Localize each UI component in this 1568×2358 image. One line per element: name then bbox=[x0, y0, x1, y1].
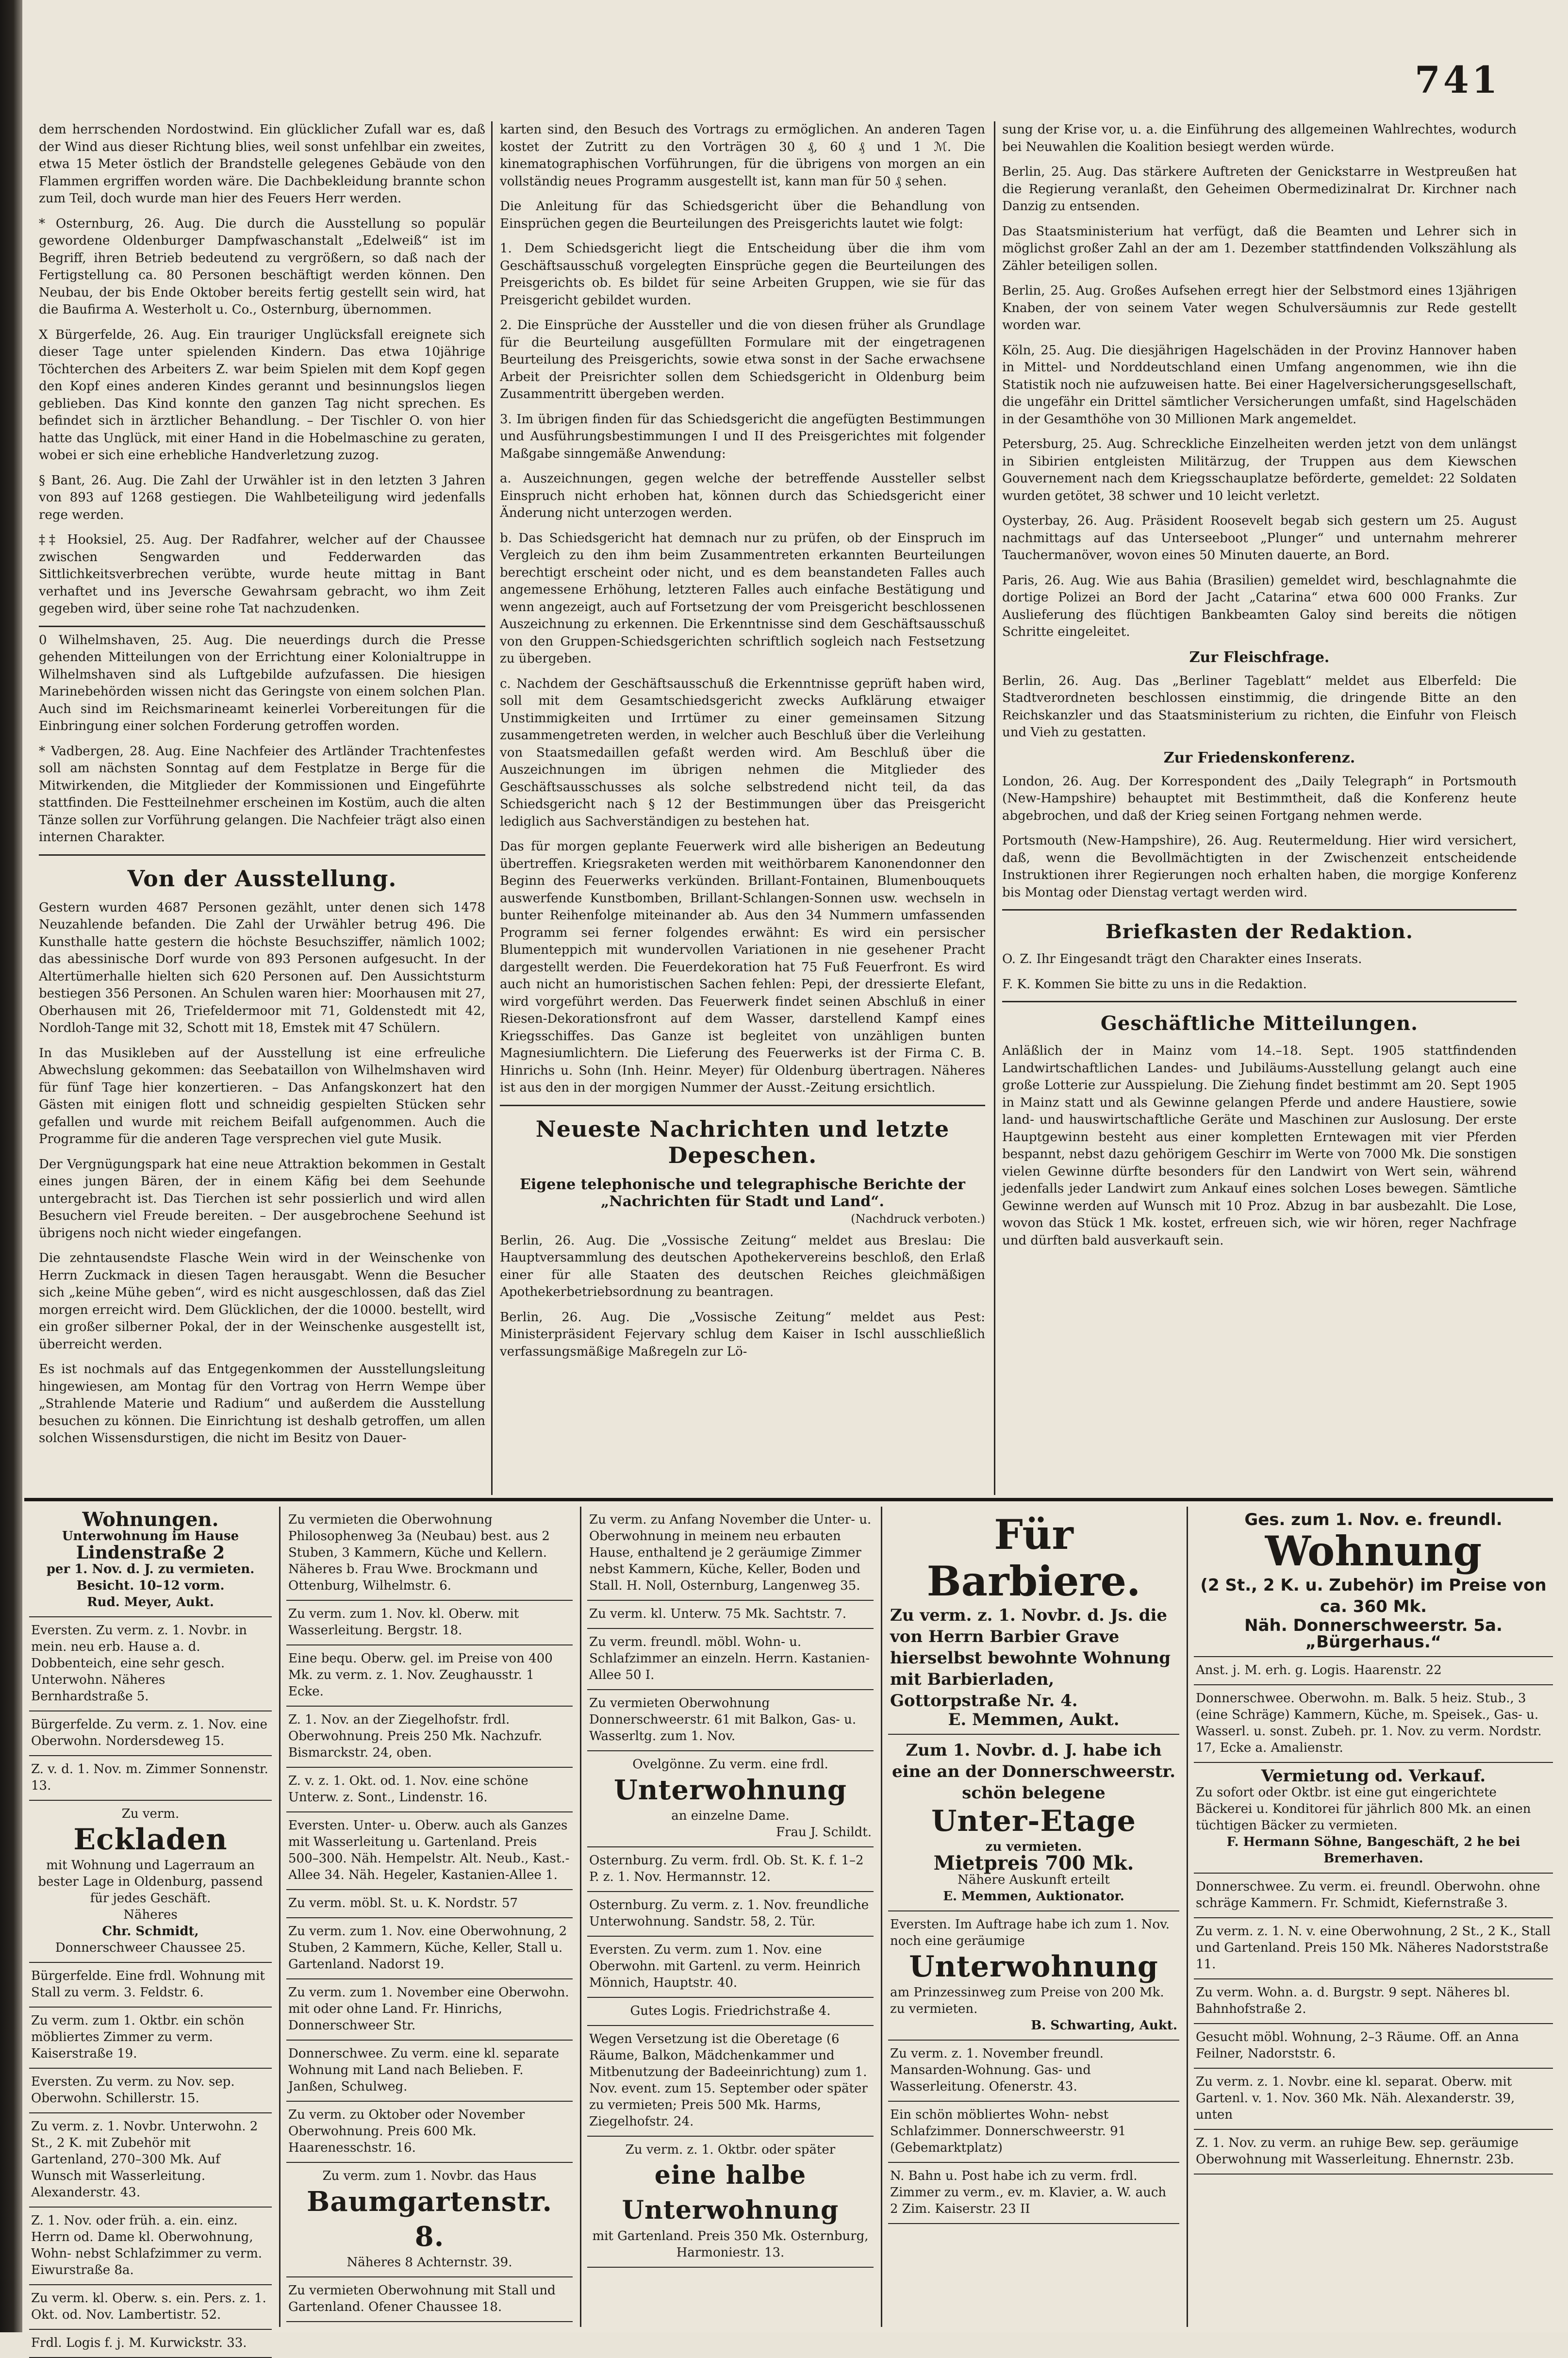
classified-ads bbox=[29, 1507, 1553, 2350]
article-paragraph: ‡‡ Hooksiel, 25. Aug. Der Radfahrer, welcher auf der Chaussee zwischen Sengwarden und Fedderwarden das Sittlichkeitsverbrechen verübte, wurde heute mittag in Bant verhaftet und ins Jeversche Gewahrsam gebracht, wo ihm Zeit gegeben wird, über seine rohe Tat nachzudenken. bbox=[39, 532, 485, 616]
ad-line: Z. 1. Nov. zu verm. an ruhige Bew. sep. geräumige Oberwohnung mit Wasserleitung. Ehnernstr. 23b. bbox=[1196, 2136, 1518, 2167]
classified-ad bbox=[888, 1507, 1179, 1735]
ad-line: E. Memmen, Aukt. bbox=[948, 1710, 1120, 1729]
classified-ad bbox=[888, 1735, 1179, 1911]
ad-line: Donnerschwee. Zu verm. eine kl. separate Wohnung mit Land nach Belieben. F. Janßen, Schulweg. bbox=[288, 2046, 560, 2094]
ad-line: Zu verm. z. 1. Novbr. Unterwohn. 2 St., 2 K. mit Zubehör mit Gartenland, 270–300 Mk. Auf Wunsch mit Wasserleitung. Alexanderstr. 43. bbox=[31, 2119, 258, 2200]
ad-column-2 bbox=[286, 1507, 573, 2327]
article-paragraph: Portsmouth (New-Hampshire), 26. Aug. Reutermeldung. Hier wird versichert, daß, wenn die Bevollmächtigten in der Zwischenzeit entscheidende Instruktionen ihrer Regierungen noch erhalten haben, die morgige Konferenz bis Montag oder Dienstag vertagt werden wird. bbox=[1002, 833, 1517, 900]
section-subtitle: Eigene telephonische und telegraphische Berichte der „Nachrichten für Stadt und Land“. bbox=[520, 1176, 965, 1210]
article-paragraph: O. Z. Ihr Eingesandt trägt den Charakter eines Inserats. bbox=[1002, 952, 1362, 966]
ad-line: Donnerschwee. Zu verm. ei. freundl. Oberwohn. ohne schräge Kammern. Fr. Schmidt, Kiefernstraße 3. bbox=[1196, 1879, 1540, 1910]
article-paragraph: karten sind, den Besuch des Vortrags zu ermöglichen. An anderen Tagen kostet der Zutritt zu den Vorträgen 30 ₰, 60 ₰ und 1 ℳ. Die kinematographischen Vorführungen, für die übrigens von morgen an ein vollständig neues Programm ausgestellt ist, kann man für 50 ₰ sehen. bbox=[500, 122, 985, 189]
ad-column-3 bbox=[587, 1507, 874, 2327]
ad-line: Mietpreis 700 Mk. bbox=[933, 1852, 1134, 1875]
ad-line: Bürgerfelde. Eine frdl. Wohnung mit Stall zu verm. 3. Feldstr. 6. bbox=[31, 1969, 265, 2000]
article-paragraph: a. Auszeichnungen, gegen welche der betreffende Aussteller selbst Einspruch nicht erhoben hat, können durch das Schiedsgericht einer Änderung nicht unterzogen werden. bbox=[500, 471, 985, 520]
ad-line: Näh. Donnerschweerstr. 5a. bbox=[1244, 1616, 1502, 1635]
ad-line: Zu verm. zum 1. November eine Oberwohn. mit oder ohne Land. Fr. Hinrichs, Donnerschweer Str. bbox=[288, 1985, 569, 2033]
ad-line: Zu verm. zu Oktober oder November Oberwohnung. Preis 600 Mk. Haarenesschstr. 16. bbox=[288, 2108, 525, 2155]
classified-ad bbox=[1194, 1979, 1553, 2024]
ad-line: Zu verm. bbox=[121, 1807, 180, 1821]
ad-line: Eversten. Unter- u. Oberw. auch als Ganzes mit Wasserleitung u. Gartenland. Preis 500–300. Näh. Hempelstr. Alt. Neub., Kast.-Allee 34. Näh. Hegeler, Kastanien-Allee 1. bbox=[288, 1818, 570, 1882]
article-paragraph: 0 Wilhelmshaven, 25. Aug. Die neuerdings durch die Presse gehenden Mitteilungen von der Errichtung einer Kolonialtruppe in Wilhelmshaven sind als Luftgebilde aufzufassen. Die hiesigen Marinebehörden wissen nicht das Geringste von einem solchen Plan. Auch sind im Reichsmarineamt keinerlei Vorbereitungen für die Einbringung einer solchen Forderung getroffen worden. bbox=[39, 632, 485, 733]
ad-line: Zu verm. z. 1. Oktbr. oder später bbox=[625, 2142, 836, 2157]
section-rule bbox=[39, 626, 485, 627]
classified-ad bbox=[286, 1507, 573, 1601]
classified-ad bbox=[587, 2026, 874, 2137]
article-paragraph: Berlin, 25. Aug. Das stärkere Auftreten der Genickstarre in Westpreußen hat die Regierung veranlaßt, den Geheimen Obermedizinalrat Dr. Kirchner nach Danzig zu entsenden. bbox=[1002, 165, 1517, 214]
ad-line: Eversten. Zu verm. zu Nov. sep. Oberwohn. Schillerstr. 15. bbox=[31, 2075, 235, 2106]
reprint-note: (Nachdruck verboten.) bbox=[851, 1212, 985, 1226]
article-paragraph: Berlin, 26. Aug. Die „Vossische Zeitung“ meldet aus Breslau: Die Hauptversammlung des deutschen Apothekervereins beschloß, den Erlaß einer für alle Staaten des deutschen Reiches gleichmäßigen Apothekerbetriebsordnung zu beantragen. bbox=[500, 1233, 985, 1299]
article-paragraph: 3. Im übrigen finden für das Schiedsgericht die angefügten Bestimmungen und Ausführungsbestimmungen I und II des Preisgerichtes mit folgender Maßgabe sinngemäße Anwendung: bbox=[500, 412, 985, 461]
ad-line: zu vermieten. bbox=[985, 1840, 1082, 1854]
ad-line: Osternburg. Zu verm. frdl. Ob. St. K. f. 1–2 P. z. 1. Nov. Hermannstr. 12. bbox=[589, 1853, 864, 1884]
article-paragraph: 1. Dem Schiedsgericht liegt die Entscheidung über die ihm vom Geschäftsausschuß vorgelegten Einsprüche gegen die Beurteilungen des Preisgerichts ob. Es bildet für seine Arbeiten Gruppen, wie sie für das Preisgericht gebildet wurden. bbox=[500, 241, 985, 308]
ad-line: Frau J. Schildt. bbox=[776, 1825, 872, 1840]
classified-ad bbox=[29, 1801, 272, 1963]
ad-line: Zu sofort oder Oktbr. ist eine gut eingerichtete Bäckerei u. Konditorei für jährlich 800 Mk. an einen tüchtigen Bäcker zu vermieten. bbox=[1196, 1785, 1531, 1833]
ad-title: Vermietung od. Verkauf. bbox=[1261, 1766, 1486, 1786]
ad-line: Unterwohnung im Hause bbox=[62, 1529, 239, 1544]
ad-line: Z. 1. Nov. oder früh. a. ein. einz. Herrn od. Dame kl. Oberwohnung, Wohn- nebst Schlafzimmer zu verm. Eiwurstraße 8a. bbox=[31, 2213, 263, 2277]
page-number: 741 bbox=[1415, 58, 1501, 101]
classified-ad bbox=[29, 2113, 272, 2208]
ad-column-5 bbox=[1194, 1507, 1553, 2327]
article-paragraph: Der Vergnügungspark hat eine neue Attraktion bekommen in Gestalt eines jungen Bären, der in einem Käfig bei dem Seehunde untergebracht ist. Das Tierchen ist sehr possierlich und wird allen Besuchern viel Freude bereiten. – Der ausgebrochene Seehund ist übrigens noch nicht wieder eingefangen. bbox=[39, 1157, 485, 1241]
ad-line: Ein schön möbliertes Wohn- nebst Schlafzimmer. Donnerschweerstr. 91 (Gebemarktplatz) bbox=[890, 2108, 1126, 2155]
classified-ad bbox=[888, 2102, 1179, 2163]
section-rule bbox=[39, 854, 485, 856]
article-paragraph: dem herrschenden Nordostwind. Ein glücklicher Zufall war es, daß der Wind aus dieser Richtung blies, weil sonst unfehlbar ein zweites, etwa 15 Meter östlich der Brandstelle gelegenes Gebäude von den Flammen ergriffen worden wäre. Die Dachbekleidung brannte schon zum Teil, doch wurde man hier des Feuers Herr werden. bbox=[39, 122, 485, 206]
section-title-latest-news: Neueste Nachrichten und letzte Depeschen. bbox=[535, 1115, 950, 1168]
ad-title: Unterwohnung bbox=[613, 1774, 847, 1806]
ad-line: Eversten. Im Auftrage habe ich zum 1. Nov. noch eine geräumige bbox=[890, 1917, 1170, 1948]
ad-title: Unterwohnung bbox=[909, 1950, 1158, 1984]
article-paragraph: Paris, 26. Aug. Wie aus Bahia (Brasilien) gemeldet wird, beschlagnahmte die dortige Polizei an Bord der Jacht „Catarina“ etwa 600 000 Franks. Zur Auslieferung des flüchtigen Bankbeamten Galoy sind bereits die nötigen Schritte eingeleitet. bbox=[1002, 573, 1517, 639]
ad-line: Donnerschwee. Oberwohn. m. Balk. 5 heiz. Stub., 3 (eine Schräge) Kammern, Küche, m. Speisek., Gas- u. Wasserl. u. sonst. Zubeh. pr. 1. Nov. zu verm. Nordstr. 17, Ecke a. Amalienstr. bbox=[1196, 1691, 1542, 1755]
classified-ad bbox=[1194, 1763, 1553, 1874]
classified-ad bbox=[29, 2285, 272, 2330]
article-paragraph: Die zehntausendste Flasche Wein wird in der Weinschenke von Herrn Zuckmack in diesen Tagen herausgabt. Wenn die Besucher sich „keine Mühe geben“, wird es nicht ausgeschlossen, daß das Ziel morgen erreicht wird. Dem Glücklichen, der die 10000. bestellt, wird ein großer silberner Pokal, der in der Weinschenke ausgestellt ist, überreicht werden. bbox=[39, 1251, 485, 1352]
ad-line: Näheres bbox=[123, 1908, 178, 1922]
classified-ad bbox=[29, 1711, 272, 1756]
article-area bbox=[39, 121, 1524, 1495]
classified-ad bbox=[29, 2008, 272, 2069]
column-2 bbox=[500, 121, 985, 1495]
classified-ad bbox=[29, 2069, 272, 2113]
ad-line: F. Hermann Söhne, Bangeschäft, 2 he bei Bremerhaven. bbox=[1226, 1835, 1520, 1866]
classified-ad bbox=[587, 1690, 874, 1751]
section-title-peace-conference: Zur Friedenskonferenz. bbox=[1163, 749, 1355, 766]
article-paragraph: * Osternburg, 26. Aug. Die durch die Ausstellung so populär gewordene Oldenburger Dampfwaschanstalt „Edelweiß“ ist im Begriff, ihren Betrieb bedeutend zu vergrößern, so daß nach der Fertigstellung ca. 80 Personen beschäftigt werden können. Den Neubau, der bis Ende Oktober bereits fertig gestellt sein wird, hat die Baufirma A. Westerholt u. Co., Osternburg, übernommen. bbox=[39, 216, 485, 317]
classified-ad bbox=[29, 1756, 272, 1801]
ad-title: Wohnung bbox=[1265, 1527, 1482, 1575]
ad-line: Zu verm. z. 1. N. v. eine Oberwohnung, 2 St., 2 K., Stall und Gartenland. Preis 150 Mk. Näheres Nadorststraße 11. bbox=[1196, 1924, 1551, 1972]
classified-ad bbox=[29, 1507, 272, 1617]
classified-ad bbox=[587, 1847, 874, 1892]
article-paragraph: Gestern wurden 4687 Personen gezählt, unter denen sich 1478 Neuzahlende befanden. Die Zahl der Urwähler betrug 496. Die Kunsthalle hatte gestern die höchste Besuchsziffer, nämlich 1002; das abessinische Dorf wurde von 893 Personen aufgesucht. In der Altertümerhalle hielten sich 620 Personen auf. Den Aussichtsturm bestiegen 356 Personen. An Schulen waren hier: Moorhausen mit 27, Oberhausen mit 26, Triefeldermoor mit 71, Goldenstedt mit 42, Nordloh-Tange mit 32, Schott mit 18, Emstek mit 47 Schülern. bbox=[39, 900, 485, 1035]
ad-line: an einzelne Dame. bbox=[671, 1809, 790, 1823]
column-1 bbox=[39, 121, 485, 1495]
ad-line: per 1. Nov. d. J. zu vermieten. bbox=[46, 1562, 255, 1577]
ad-title: Baumgartenstr. 8. bbox=[307, 2186, 552, 2253]
ad-line: Z. v. z. 1. Okt. od. 1. Nov. eine schöne Unterw. z. Sont., Lindenstr. 16. bbox=[288, 1774, 528, 1805]
article-paragraph: X Bürgerfelde, 26. Aug. Ein trauriger Unglücksfall ereignete sich dieser Tage unter spielenden Kindern. Das etwa 10jährige Töchterchen des Arbeiters Z. war beim Spielen mit dem Kopf gegen den Kopf eines anderen Kindes gerannt und besinnungslos liegen geblieben. Das Kind konnte den ganzen Tag nicht sprechen. Es befindet sich in ärztlicher Behandlung. – Der Tischler O. von hier hatte das Unglück, mit einer Hand in die Hobelmaschine zu geraten, wobei er sich eine erhebliche Handverletzung zuzog. bbox=[39, 327, 485, 463]
ad-line: Zu vermieten Oberwohnung Donnerschweerstr. 61 mit Balkon, Gas- u. Wasserltg. zum 1. Nov. bbox=[589, 1696, 857, 1744]
classified-ad bbox=[286, 1645, 573, 1707]
classified-ad bbox=[888, 2163, 1179, 2224]
ad-line: Näheres 8 Achternstr. 39. bbox=[347, 2255, 512, 2270]
classified-ad bbox=[286, 1979, 573, 2041]
ad-title: Eckladen bbox=[73, 1823, 228, 1857]
ad-title: Für Barbiere. bbox=[926, 1511, 1141, 1605]
classified-ad bbox=[587, 1629, 874, 1690]
article-paragraph: Das Staatsministerium hat verfügt, daß die Beamten und Lehrer sich in möglichst großer Zahl an der am 1. Dezember stattfindenden Volkszählung als Zähler beteiligen sollen. bbox=[1002, 224, 1517, 273]
classified-ad bbox=[286, 2163, 573, 2277]
classified-ad bbox=[286, 1601, 573, 1645]
article-paragraph: Es ist nochmals auf das Entgegenkommen der Ausstellungsleitung hingewiesen, am Montag für den Vortrag von Herrn Wempe über „Strahlende Materie und Radium“ und außerdem die Ausstellung besuchen zu können. Die Einrichtung ist deshalb getroffen, um allen solchen Wissensdurstigen, die nicht im Besitz von Dauer- bbox=[39, 1362, 485, 1445]
classified-ad bbox=[1194, 2069, 1553, 2130]
ad-line: Gesucht möbl. Wohnung, 2–3 Räume. Off. an Anna Feilner, Nadorststr. 6. bbox=[1196, 2030, 1519, 2061]
classified-ad bbox=[587, 1507, 874, 1601]
ad-line: Zum 1. Novbr. d. J. habe ich eine an der Donnerschweerstr. schön belegene bbox=[891, 1741, 1176, 1803]
article-paragraph: Berlin, 26. Aug. Das „Berliner Tageblatt“ meldet aus Elberfeld: Die Stadtverordneten beschlossen einstimmig, die dringende Bitte an den Reichskanzler und das Staatsministerium zu richten, die Einfuhr von Fleisch und Vieh zu gestatten. bbox=[1002, 673, 1517, 740]
ad-line: Zu vermieten die Oberwohnung Philosophenweg 3a (Neubau) best. aus 2 Stuben, 3 Kammern, Küche und Kellern. Näheres b. Frau Wwe. Brockmann und Ottenburg, Wilhelmstr. 6. bbox=[288, 1512, 550, 1593]
ad-line: (2 St., 2 K. u. Zubehör) im Preise von ca. 360 Mk. bbox=[1200, 1576, 1547, 1616]
ad-line: Besicht. 10–12 vorm. bbox=[76, 1578, 225, 1593]
article-paragraph: § Bant, 26. Aug. Die Zahl der Urwähler ist in den letzten 3 Jahren von 893 auf 1268 gestiegen. Die Wahlbeteiligung wird jedenfalls rege werden. bbox=[39, 473, 485, 522]
ad-line: Anst. j. M. erh. g. Logis. Haarenstr. 22 bbox=[1196, 1663, 1442, 1677]
classified-ad bbox=[286, 1707, 573, 1768]
ad-line: Zu verm. möbl. St. u. K. Nordstr. 57 bbox=[288, 1896, 518, 1910]
ad-line: B. Schwarting, Aukt. bbox=[1031, 2018, 1177, 2033]
ad-line: E. Memmen, Auktionator. bbox=[943, 1889, 1124, 1904]
classified-ad bbox=[587, 1892, 874, 1937]
ad-line: Zu verm. zum 1. Novbr. das Haus bbox=[322, 2169, 537, 2183]
section-rule bbox=[1002, 909, 1517, 911]
classified-ad bbox=[888, 2041, 1179, 2102]
article-paragraph: 2. Die Einsprüche der Aussteller und die von diesen früher als Grundlage für die Beurteilung ausgefüllten Formulare mit der eingetragenen Beurteilung des Preisgerichts, sowie etwa sonst in der Sache erwachsene Arbeit der Preisrichter sollen dem Schiedsgericht in Oldenburg beim Zusammentritt übergeben werden. bbox=[500, 318, 985, 401]
ad-line: Zu verm. kl. Unterw. 75 Mk. Sachtstr. 7. bbox=[589, 1607, 847, 1621]
ad-line: Zu verm. kl. Oberw. s. ein. Pers. z. 1. Okt. od. Nov. Lambertistr. 52. bbox=[31, 2291, 266, 2322]
ad-line: Donnerschweer Chaussee 25. bbox=[55, 1941, 246, 1955]
classified-ad bbox=[587, 1751, 874, 1847]
article-paragraph: Oysterbay, 26. Aug. Präsident Roosevelt begab sich gestern um 25. August nachmittags auf das Unterseeboot „Plunger“ und unternahm mehrerer Tauchermanöver, wovon eines 50 Minuten dauerte, an Bord. bbox=[1002, 514, 1517, 563]
classified-ad bbox=[286, 1768, 573, 1812]
article-paragraph: F. K. Kommen Sie bitte zu uns in die Redaktion. bbox=[1002, 977, 1307, 992]
classified-ad bbox=[587, 1601, 874, 1629]
classified-ad bbox=[587, 1998, 874, 2026]
article-paragraph: Das für morgen geplante Feuerwerk wird alle bisherigen an Bedeutung übertreffen. Kriegsraketen werden mit weithörbarem Kanonendonner den Beginn des Feuerwerks verkünden. Brillant-Fontainen, Blumenbouquets auswerfende Kunstbomben, Brillant-Schlangen-Sonnen usw. wechseln in bunter Reihenfolge miteinander ab. Aus den 34 Nummern umfassenden Programm sei ferner folgendes erwähnt: Es wird ein persischer Blumenteppich mit wundervollen Variationen in nie gesehener Pracht dargestellt werden. Die Feuerdekoration hat 75 Fuß Feuerfront. Es wird auch nicht an humoristischen Sachen fehlen: Pepi, der dressierte Elefant, wird vorgeführt werden. Das Feuerwerk findet seinen Abschluß in einer Riesen-Dekorationsfront auf dem Wasser, darstellend Kampf eines Kriegsschiffes. Das Ganze ist begleitet von unzähligen bunten Magnesiumlichtern. Die Lieferung des Feuerwerks ist der Firma C. B. Hinrichs u. Sohn (Inh. Heinr. Meyer) für Oldenburg übertragen. Näheres ist aus den in der morgigen Nummer der Ausst.-Zeitung ersichtlich. bbox=[500, 839, 985, 1095]
ad-line: Zu verm. zum 1. Nov. kl. Oberw. mit Wasserleitung. Bergstr. 18. bbox=[288, 1607, 519, 1638]
ad-line: Eversten. Zu verm. z. 1. Novbr. in mein. neu erb. Hause a. d. Dobbenteich, eine sehr gesch. Unterwohn. Näheres Bernhardstraße 5. bbox=[31, 1623, 247, 1704]
ad-line: Rud. Meyer, Aukt. bbox=[87, 1595, 214, 1610]
classified-ad bbox=[1194, 1507, 1553, 1657]
ad-line: Eversten. Zu verm. zum 1. Nov. eine Oberwohn. mit Gartenl. zu verm. Heinrich Mönnich, Hauptstr. 40. bbox=[589, 1943, 861, 1990]
article-paragraph: * Vadbergen, 28. Aug. Eine Nachfeier des Artländer Trachtenfestes soll am nächsten Sonntag auf dem Festplatze in Berge für die Mitwirkenden, die Mitglieder der Kommissionen und Eingeführte stattfinden. Die Festteilnehmer erscheinen im Kostüm, auch die alten Tänze sollen zur Vorführung gelangen. Die Nachfeier trägt also einen internen Charakter. bbox=[39, 744, 485, 845]
classified-ad bbox=[29, 2208, 272, 2285]
classified-ad bbox=[1194, 1685, 1553, 1763]
classified-ad bbox=[29, 1963, 272, 2008]
classified-ad bbox=[1194, 1657, 1553, 1685]
classified-ad bbox=[587, 1937, 874, 1998]
ad-line: mit Wohnung und Lagerraum an bester Lage in Oldenburg, passend für jedes Geschäft. bbox=[38, 1858, 263, 1906]
advertisement-divider bbox=[24, 1498, 1553, 1501]
classified-ad bbox=[587, 2137, 874, 2268]
ad-line: Zu verm. Wohn. a. d. Burgstr. 9 sept. Näheres bl. Bahnhofstraße 2. bbox=[1196, 1985, 1510, 2016]
classified-ad bbox=[286, 1812, 573, 1890]
ad-line: Z. v. d. 1. Nov. m. Zimmer Sonnenstr. 13. bbox=[31, 1762, 268, 1793]
ad-line: Chr. Schmidt, bbox=[102, 1924, 199, 1939]
article-paragraph: b. Das Schiedsgericht hat demnach nur zu prüfen, ob der Einspruch im Vergleich zu den ihm beim Zusammentreten erkannten Beurteilungen berechtigt erscheint oder nicht, und es dem beanstandeten Falles auch angemessene Erhöhung, letzteren Falles auch einfache Bestätigung und wenn angezeigt, auch auf Fortsetzung der vom Preisgericht beschlossenen Auszeichnung zu erkennen. Die Erkenntnisse sind dem Geschäftsausschuß von den Gruppen-Schiedsgerichten schriftlich sogleich nach Festsetzung zu übergeben. bbox=[500, 531, 985, 666]
section-rule bbox=[1002, 1001, 1517, 1002]
article-paragraph: sung der Krise vor, u. a. die Einführung des allgemeinen Wahlrechtes, wodurch bei Neuwahlen die Koalition besiegt werden würde. bbox=[1002, 122, 1517, 154]
ad-line: Zu verm. z. 1. November freundl. Mansarden-Wohnung. Gas- und Wasserleitung. Ofenerstr. 43. bbox=[890, 2046, 1104, 2094]
ad-title: eine halbe Unterwohnung bbox=[622, 2160, 839, 2225]
article-paragraph: Anläßlich der in Mainz vom 14.–18. Sept. 1905 stattfindenden Landwirtschaftlichen Landes- und Jubiläums-Ausstellung gelangt auch eine große Lotterie zur Ausspielung. Die Ziehung findet bestimmt am 20. Sept 1905 in Mainz statt und als Gewinne gelangen Pferde und andere Haustiere, sowie land- und hauswirtschaftliche Geräte und Maschinen zur Auslosung. Der erste Hauptgewinn besteht aus einer kompletten Erntewagen mit vier Pferden bespannt, nebst dazu gehörigem Geschirr im Werte von 7000 Mk. Die sonstigen vielen Gewinne dürfte besonders für den Landwirt von Wert sein, während jedenfalls jeder Landwirt zum Ankauf eines solchen Loses bewegen. Sämtliche Gewinne werden auf Wunsch mit 10 Proz. Abzug in bar ausbezahlt. Die Lose, wovon das Stück 1 Mk. kostet, erfreuen sich, wie wir hören, reger Nachfrage und dürften bald ausverkauft sein. bbox=[1002, 1044, 1517, 1248]
ad-line: Zu vermieten Oberwohnung mit Stall und Gartenland. Ofener Chaussee 18. bbox=[288, 2283, 556, 2314]
classified-ad bbox=[286, 2102, 573, 2163]
section-title-business: Geschäftliche Mitteilungen. bbox=[1100, 1012, 1419, 1035]
classified-ad bbox=[1194, 2130, 1553, 2175]
ad-line: Ovelgönne. Zu verm. eine frdl. bbox=[632, 1757, 828, 1772]
article-paragraph: Köln, 25. Aug. Die diesjährigen Hagelschäden in der Provinz Hannover haben in Mittel- und Norddeutschland einen Umfang angenommen, wie ihn die Statistik noch nie aufzuweisen hatte. Bei einer Hagelversicherungsgesellschaft, die ungefähr ein Drittel sämtlicher Versicherungen umfaßt, sind Hagelschäden in der Gesamthöhe von 30 Millionen Mark angemeldet. bbox=[1002, 343, 1517, 427]
ad-line: Ges. zum 1. Nov. e. freundl. bbox=[1244, 1510, 1502, 1529]
ad-line: Zu verm. freundl. möbl. Wohn- u. Schlafzimmer an einzeln. Herrn. Kastanien-Allee 50 I. bbox=[589, 1635, 870, 1682]
article-paragraph: Berlin, 25. Aug. Großes Aufsehen erregt hier der Selbstmord eines 13jährigen Knaben, der von seinem Vater wegen Schulversäumnis zur Rede gestellt worden war. bbox=[1002, 283, 1517, 332]
article-paragraph: Die Anleitung für das Schiedsgericht über die Behandlung von Einsprüchen gegen die Beurteilungen des Preisgerichts lautet wie folgt: bbox=[500, 199, 985, 231]
article-paragraph: Berlin, 26. Aug. Die „Vossische Zeitung“ meldet aus Pest: Ministerpräsident Fejervary schlug dem Kaiser in Ischl ausschließlich verfassungsmäßige Maßregeln zur Lö- bbox=[500, 1310, 985, 1359]
ad-line: mit Gartenland. Preis 350 Mk. Osternburg, Harmoniestr. 13. bbox=[592, 2229, 869, 2260]
section-title-letterbox: Briefkasten der Redaktion. bbox=[1106, 920, 1413, 943]
section-rule bbox=[500, 1105, 985, 1106]
ad-line: „Bürgerhaus.“ bbox=[1305, 1632, 1442, 1652]
classified-ad bbox=[286, 1918, 573, 1979]
ad-line: Zu verm. z. 1. Novbr. eine kl. separat. Oberw. mit Gartenl. v. 1. Nov. 360 Mk. Näh. Alexanderstr. 39, unten bbox=[1196, 2075, 1515, 2122]
ad-column-1 bbox=[29, 1507, 272, 2350]
ad-line: Zu verm. zum 1. Oktbr. ein schön möbliertes Zimmer zu verm. Kaiserstraße 19. bbox=[31, 2013, 245, 2061]
ad-line: Bürgerfelde. Zu verm. z. 1. Nov. eine Oberwohn. Nordersdeweg 15. bbox=[31, 1717, 268, 1748]
ad-line: Lindenstraße 2 bbox=[76, 1543, 225, 1563]
ad-line: am Prinzessinweg zum Preise von 200 Mk. zu vermieten. bbox=[890, 1985, 1164, 2016]
classified-ad bbox=[286, 2277, 573, 2322]
ad-line: Zu verm. zum 1. Nov. eine Oberwohnung, 2 Stuben, 2 Kammern, Küche, Keller, Stall u. Gartenland. Nadorst 19. bbox=[288, 1924, 567, 1972]
ad-line: Gutes Logis. Friedrichstraße 4. bbox=[630, 2004, 831, 2018]
classified-ad bbox=[286, 1890, 573, 1918]
ad-column-4 bbox=[888, 1507, 1179, 2327]
classified-ad bbox=[29, 2330, 272, 2358]
ad-line: Nähere Auskunft erteilt bbox=[957, 1873, 1110, 1887]
classified-ad bbox=[29, 1617, 272, 1711]
ad-line: N. Bahn u. Post habe ich zu verm. frdl. Zimmer zu verm., ev. m. Klavier, a. W. auch 2 Zim. Kaiserstr. 23 II bbox=[890, 2169, 1167, 2216]
ad-line: Eine bequ. Oberw. gel. im Preise von 400 Mk. zu verm. z. 1. Nov. Zeughausstr. 1 Ecke. bbox=[288, 1651, 553, 1699]
column-3 bbox=[1002, 121, 1517, 1495]
article-paragraph: Petersburg, 25. Aug. Schreckliche Einzelheiten werden jetzt von dem unlängst in Sibirien entgleisten Militärzug, der Truppen aus dem Kiewschen Gouvernement nach dem Kriegsschauplatze beförderte, gemeldet: 22 Soldaten wurden getötet, 38 schwer und 10 leicht verletzt. bbox=[1002, 437, 1517, 503]
ad-line: Wegen Versetzung ist die Oberetage (6 Räume, Balkon, Mädchenkammer und Mitbenutzung der Badeeinrichtung) zum 1. Nov. event. zum 15. September oder später zu vermieten; Preis 500 Mk. Harms, Ziegelhofstr. 24. bbox=[589, 2032, 868, 2129]
article-paragraph: In das Musikleben auf der Ausstellung ist eine erfreuliche Abwechslung gekommen: das Seebataillon von Wilhelmshaven wird für fünf Tage hier konzertieren. – Das Anfangskonzert hat den Gästen mit einigen flott und schneidig gespielten Stücken sehr gefallen und wurde mit reichem Beifall aufgenommen. Auch die Programme für die anderen Tage versprechen viel gute Musik. bbox=[39, 1046, 485, 1146]
ad-line: Osternburg. Zu verm. z. 1. Nov. freundliche Unterwohnung. Sandstr. 58, 2. Tür. bbox=[589, 1898, 869, 1929]
classified-ad bbox=[888, 1911, 1179, 2041]
classified-ad bbox=[1194, 2024, 1553, 2069]
classified-ad bbox=[1194, 1874, 1553, 1918]
classified-ad bbox=[1194, 1918, 1553, 1979]
ad-line: Zu verm. zu Anfang November die Unter- u. Oberwohnung in meinem neu erbauten Hause, enthaltend je 2 geräumige Zimmer nebst Kammern, Küche, Keller, Boden und Stall. H. Noll, Osternburg, Langenweg 35. bbox=[589, 1512, 872, 1593]
ad-title: Wohnungen. bbox=[82, 1508, 219, 1531]
section-title-meat-question: Zur Fleischfrage. bbox=[1189, 648, 1330, 666]
article-paragraph: c. Nachdem der Geschäftsausschuß die Erkenntnisse geprüft haben wird, soll mit dem Gesamtschiedsgericht zwecks Aufklärung etwaiger Unstimmigkeiten und Irrtümer zu einer gemeinsamen Sitzung zusammengetreten werden, in welcher auch Beschluß über die Verleihung von Staatsmedaillen gefaßt werden wird. Am Beschluß über die Auszeichnungen im übrigen nehmen die Mitglieder des Geschäftsausschusses als solche selbstredend nicht teil, da das Schiedsgericht nach § 12 der Bestimmungen über das Preisgericht lediglich aus Sachverständigen zu bestehen hat. bbox=[500, 676, 985, 829]
ad-line: Z. 1. Nov. an der Ziegelhofstr. frdl. Oberwohnung. Preis 250 Mk. Nachzufr. Bismarckstr. 24, oben. bbox=[288, 1712, 543, 1760]
section-title-exhibition: Von der Ausstellung. bbox=[127, 865, 397, 892]
scan-binding-edge bbox=[0, 0, 22, 2332]
article-paragraph: London, 26. Aug. Der Korrespondent des „Daily Telegraph“ in Portsmouth (New-Hampshire) behauptet mit Bestimmtheit, daß die Konferenz heute abgebrochen, und daß der Krieg seinen Fortgang nehmen werde. bbox=[1002, 774, 1517, 823]
ad-line: Zu verm. z. 1. Novbr. d. Js. die von Herrn Barbier Grave hierselbst bewohnte Wohnung mit Barbierladen, Gottorpstraße Nr. 4. bbox=[890, 1606, 1171, 1710]
ad-title: Unter-Etage bbox=[931, 1804, 1136, 1838]
classified-ad bbox=[286, 2041, 573, 2102]
ad-line: Frdl. Logis f. j. M. Kurwickstr. 33. bbox=[31, 2336, 247, 2350]
